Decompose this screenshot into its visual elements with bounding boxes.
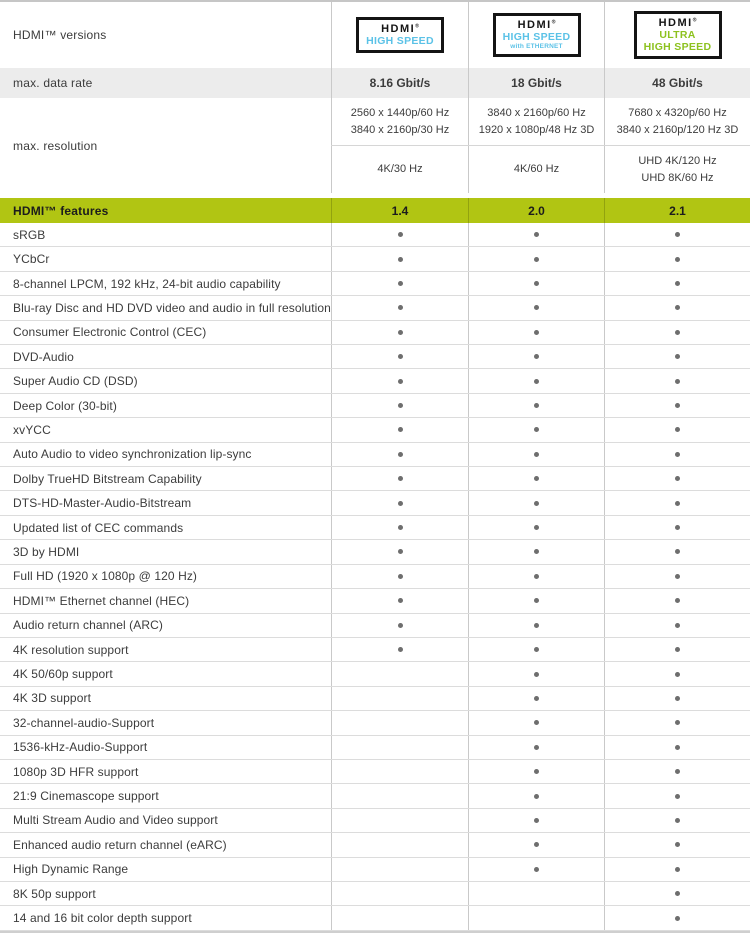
support-dot-icon	[534, 281, 539, 286]
support-dot-icon	[534, 232, 539, 237]
versions-label: HDMI™ versions	[13, 28, 107, 42]
support-cell	[331, 418, 468, 441]
support-dot-icon	[534, 696, 539, 701]
resolution-short-hdmi21: UHD 4K/120 Hz UHD 8K/60 Hz	[604, 146, 750, 193]
feature-name: HDMI™ Ethernet channel (HEC)	[13, 593, 190, 608]
support-cell	[604, 418, 750, 441]
feature-name: 4K 3D support	[13, 691, 92, 706]
support-cell	[604, 369, 750, 392]
support-dot-icon	[675, 842, 680, 847]
support-cell	[604, 614, 750, 637]
feature-row	[0, 882, 750, 906]
feature-row	[0, 467, 750, 491]
support-cell	[331, 784, 468, 807]
support-dot-icon	[534, 818, 539, 823]
support-cell	[331, 443, 468, 466]
resolution-hdmi21: 7680 x 4320p/60 Hz 3840 x 2160p/120 Hz 3D	[604, 98, 750, 145]
resolution-short-hdmi20: 4K/60 Hz	[468, 146, 604, 193]
support-dot-icon	[675, 745, 680, 750]
support-cell	[604, 516, 750, 539]
support-dot-icon	[534, 354, 539, 359]
data-rate-row	[0, 68, 750, 98]
support-cell	[331, 760, 468, 783]
support-cell	[604, 906, 750, 929]
feature-row	[0, 662, 750, 686]
support-cell	[331, 809, 468, 832]
support-cell	[468, 394, 604, 417]
feature-name: Multi Stream Audio and Video support	[13, 813, 218, 828]
feature-name: 8K 50p support	[13, 886, 96, 901]
support-cell	[331, 491, 468, 514]
support-dot-icon	[534, 257, 539, 262]
support-cell	[468, 443, 604, 466]
feature-row	[0, 736, 750, 760]
feature-row	[0, 833, 750, 857]
support-dot-icon	[534, 623, 539, 628]
feature-name: DTS-HD-Master-Audio-Bitstream	[13, 496, 192, 511]
support-cell	[331, 736, 468, 759]
badge-line: ULTRA	[659, 28, 696, 41]
support-cell	[331, 369, 468, 392]
feature-name: Full HD (1920 x 1080p @ 120 Hz)	[13, 569, 198, 584]
support-dot-icon	[675, 525, 680, 530]
support-dot-icon	[398, 257, 403, 262]
feature-row	[0, 906, 750, 930]
feature-row	[0, 540, 750, 564]
feature-row	[0, 223, 750, 247]
support-dot-icon	[675, 891, 680, 896]
support-dot-icon	[398, 330, 403, 335]
support-cell	[468, 369, 604, 392]
support-cell	[331, 223, 468, 246]
support-cell	[331, 565, 468, 588]
support-dot-icon	[675, 232, 680, 237]
support-cell	[468, 711, 604, 734]
badge-line: HIGH SPEED	[643, 41, 712, 54]
feature-name: 4K 50/60p support	[13, 667, 113, 682]
support-cell	[604, 638, 750, 661]
features-list	[0, 223, 750, 931]
support-cell	[331, 833, 468, 856]
support-cell	[331, 687, 468, 710]
badge-cell-high-speed-ethernet	[468, 2, 604, 68]
support-dot-icon	[534, 379, 539, 384]
support-cell	[604, 565, 750, 588]
support-cell	[331, 296, 468, 319]
support-dot-icon	[675, 720, 680, 725]
support-dot-icon	[534, 525, 539, 530]
support-dot-icon	[675, 623, 680, 628]
support-cell	[468, 272, 604, 295]
support-cell	[468, 858, 604, 881]
support-cell	[331, 345, 468, 368]
feature-row	[0, 296, 750, 320]
support-dot-icon	[534, 672, 539, 677]
resolution-block	[0, 98, 750, 193]
resolution-short-hdmi14: 4K/30 Hz	[331, 146, 468, 193]
feature-name: Audio return channel (ARC)	[13, 618, 164, 633]
feature-name: 3D by HDMI	[13, 544, 80, 559]
support-cell	[604, 394, 750, 417]
support-dot-icon	[534, 574, 539, 579]
hdmi-logo-badge-high-speed	[356, 17, 444, 53]
support-cell	[331, 394, 468, 417]
support-cell	[331, 272, 468, 295]
feature-name: Dolby TrueHD Bitstream Capability	[13, 471, 202, 486]
support-cell	[604, 784, 750, 807]
support-cell	[604, 321, 750, 344]
support-cell	[331, 247, 468, 270]
support-cell	[331, 540, 468, 563]
support-dot-icon	[398, 623, 403, 628]
support-dot-icon	[675, 696, 680, 701]
feature-row	[0, 345, 750, 369]
feature-row	[0, 272, 750, 296]
feature-name: 32-channel-audio-Support	[13, 715, 155, 730]
support-dot-icon	[534, 745, 539, 750]
resolution-hdmi14: 2560 x 1440p/60 Hz 3840 x 2160p/30 Hz	[331, 98, 468, 145]
resolution-subrow-shorthand	[331, 146, 750, 193]
support-dot-icon	[398, 281, 403, 286]
support-dot-icon	[675, 647, 680, 652]
feature-row	[0, 638, 750, 662]
support-cell	[331, 711, 468, 734]
support-cell	[468, 247, 604, 270]
support-dot-icon	[675, 672, 680, 677]
support-dot-icon	[675, 476, 680, 481]
feature-row	[0, 614, 750, 638]
support-dot-icon	[534, 842, 539, 847]
support-cell	[468, 296, 604, 319]
feature-name: 8-channel LPCM, 192 kHz, 24-bit audio capability	[13, 276, 281, 291]
feature-name: Enhanced audio return channel (eARC)	[13, 837, 227, 852]
support-cell	[468, 516, 604, 539]
support-dot-icon	[675, 769, 680, 774]
support-dot-icon	[675, 330, 680, 335]
feature-name: sRGB	[13, 227, 46, 242]
support-dot-icon	[398, 647, 403, 652]
data-rate-hdmi21: 48 Gbit/s	[604, 68, 750, 98]
badge-line: HIGH SPEED	[366, 35, 434, 48]
versions-row	[0, 2, 750, 68]
support-cell	[604, 711, 750, 734]
feature-name: YCbCr	[13, 252, 50, 267]
support-dot-icon	[534, 330, 539, 335]
support-dot-icon	[675, 549, 680, 554]
support-cell	[604, 858, 750, 881]
resolution-label: max. resolution	[13, 138, 98, 153]
feature-name: Auto Audio to video synchronization lip-sync	[13, 447, 252, 462]
support-cell	[604, 467, 750, 490]
support-cell	[604, 223, 750, 246]
feature-name: 1080p 3D HFR support	[13, 764, 139, 779]
support-dot-icon	[534, 476, 539, 481]
feature-name: High Dynamic Range	[13, 862, 129, 877]
feature-row	[0, 760, 750, 784]
support-dot-icon	[398, 379, 403, 384]
support-dot-icon	[534, 769, 539, 774]
features-header-label: HDMI™ features	[13, 203, 109, 218]
feature-name: Blu-ray Disc and HD DVD video and audio in full resolution	[13, 300, 331, 315]
support-cell	[331, 662, 468, 685]
support-cell	[331, 467, 468, 490]
support-dot-icon	[534, 403, 539, 408]
support-dot-icon	[398, 598, 403, 603]
hdmi-logo-icon: HDMI®	[381, 22, 419, 35]
version-number-21: 2.1	[604, 198, 750, 223]
support-cell	[331, 614, 468, 637]
badge-line: HIGH SPEED	[502, 31, 571, 44]
support-dot-icon	[675, 403, 680, 408]
support-cell	[604, 247, 750, 270]
support-cell	[331, 906, 468, 929]
features-header-row	[0, 198, 750, 223]
feature-row	[0, 418, 750, 442]
feature-name: 14 and 16 bit color depth support	[13, 911, 192, 926]
support-dot-icon	[534, 598, 539, 603]
support-cell	[604, 760, 750, 783]
support-cell	[331, 882, 468, 905]
version-number-14: 1.4	[331, 198, 468, 223]
support-cell	[331, 321, 468, 344]
feature-row	[0, 491, 750, 515]
support-cell	[468, 760, 604, 783]
support-cell	[604, 662, 750, 685]
feature-name: Consumer Electronic Control (CEC)	[13, 325, 207, 340]
support-dot-icon	[675, 598, 680, 603]
support-dot-icon	[675, 305, 680, 310]
support-dot-icon	[534, 549, 539, 554]
resolution-subrow-native	[331, 98, 750, 146]
support-cell	[604, 809, 750, 832]
resolution-hdmi20: 3840 x 2160p/60 Hz 1920 x 1080p/48 Hz 3D	[468, 98, 604, 145]
support-cell	[468, 662, 604, 685]
support-cell	[468, 565, 604, 588]
support-cell	[331, 858, 468, 881]
support-dot-icon	[534, 867, 539, 872]
support-dot-icon	[398, 574, 403, 579]
support-cell	[331, 516, 468, 539]
support-cell	[331, 638, 468, 661]
badge-cell-high-speed	[331, 2, 468, 68]
feature-row	[0, 394, 750, 418]
support-cell	[604, 296, 750, 319]
feature-name: xvYCC	[13, 422, 51, 437]
hdmi-logo-icon: HDMI®	[517, 19, 556, 32]
support-cell	[331, 589, 468, 612]
support-cell	[468, 345, 604, 368]
support-dot-icon	[534, 647, 539, 652]
support-dot-icon	[675, 574, 680, 579]
support-dot-icon	[398, 305, 403, 310]
hdmi-logo-badge-ultra-high-speed	[634, 11, 722, 59]
feature-row	[0, 321, 750, 345]
feature-row	[0, 565, 750, 589]
support-cell	[604, 736, 750, 759]
support-dot-icon	[675, 916, 680, 921]
feature-row	[0, 858, 750, 882]
support-dot-icon	[675, 354, 680, 359]
support-dot-icon	[398, 452, 403, 457]
support-cell	[468, 418, 604, 441]
feature-name: Updated list of CEC commands	[13, 520, 184, 535]
support-dot-icon	[675, 501, 680, 506]
support-cell	[604, 491, 750, 514]
feature-row	[0, 589, 750, 613]
feature-name: DVD-Audio	[13, 349, 74, 364]
support-dot-icon	[534, 720, 539, 725]
feature-name: 4K resolution support	[13, 642, 129, 657]
feature-name: Super Audio CD (DSD)	[13, 374, 138, 389]
support-dot-icon	[675, 794, 680, 799]
badge-line: with ETHERNET	[510, 43, 563, 51]
support-dot-icon	[675, 867, 680, 872]
support-cell	[468, 882, 604, 905]
feature-row	[0, 687, 750, 711]
support-cell	[468, 687, 604, 710]
support-dot-icon	[534, 427, 539, 432]
support-cell	[468, 467, 604, 490]
support-dot-icon	[534, 305, 539, 310]
support-dot-icon	[398, 354, 403, 359]
feature-row	[0, 369, 750, 393]
support-dot-icon	[675, 452, 680, 457]
feature-row	[0, 809, 750, 833]
support-dot-icon	[398, 232, 403, 237]
hdmi-logo-badge-high-speed-with-ethernet	[493, 13, 581, 57]
feature-row	[0, 784, 750, 808]
support-cell	[468, 589, 604, 612]
feature-name: Deep Color (30-bit)	[13, 398, 117, 413]
support-cell	[604, 589, 750, 612]
support-dot-icon	[675, 257, 680, 262]
version-number-20: 2.0	[468, 198, 604, 223]
support-cell	[468, 784, 604, 807]
hdmi-logo-icon: HDMI®	[658, 16, 697, 29]
badge-cell-ultra-high-speed	[604, 2, 750, 68]
data-rate-label: max. data rate	[13, 76, 93, 90]
support-cell	[604, 882, 750, 905]
support-dot-icon	[675, 427, 680, 432]
support-cell	[604, 540, 750, 563]
support-cell	[604, 833, 750, 856]
support-dot-icon	[398, 427, 403, 432]
support-dot-icon	[398, 525, 403, 530]
support-cell	[468, 833, 604, 856]
support-dot-icon	[534, 452, 539, 457]
support-dot-icon	[675, 818, 680, 823]
support-cell	[604, 272, 750, 295]
feature-name: 1536-kHz-Audio-Support	[13, 740, 148, 755]
support-dot-icon	[534, 501, 539, 506]
support-dot-icon	[398, 403, 403, 408]
support-dot-icon	[398, 501, 403, 506]
feature-row	[0, 516, 750, 540]
support-cell	[468, 491, 604, 514]
support-cell	[468, 540, 604, 563]
feature-row	[0, 443, 750, 467]
support-cell	[468, 638, 604, 661]
support-cell	[468, 321, 604, 344]
support-dot-icon	[534, 794, 539, 799]
data-rate-hdmi14: 8.16 Gbit/s	[331, 68, 468, 98]
feature-row	[0, 247, 750, 271]
support-cell	[468, 736, 604, 759]
feature-name: 21:9 Cinemascope support	[13, 789, 159, 804]
support-cell	[468, 223, 604, 246]
support-dot-icon	[675, 281, 680, 286]
support-cell	[604, 345, 750, 368]
support-cell	[468, 614, 604, 637]
support-cell	[604, 687, 750, 710]
feature-row	[0, 711, 750, 735]
data-rate-hdmi20: 18 Gbit/s	[468, 68, 604, 98]
support-cell	[468, 906, 604, 929]
support-cell	[604, 443, 750, 466]
support-dot-icon	[675, 379, 680, 384]
support-cell	[468, 809, 604, 832]
support-dot-icon	[398, 476, 403, 481]
support-dot-icon	[398, 549, 403, 554]
